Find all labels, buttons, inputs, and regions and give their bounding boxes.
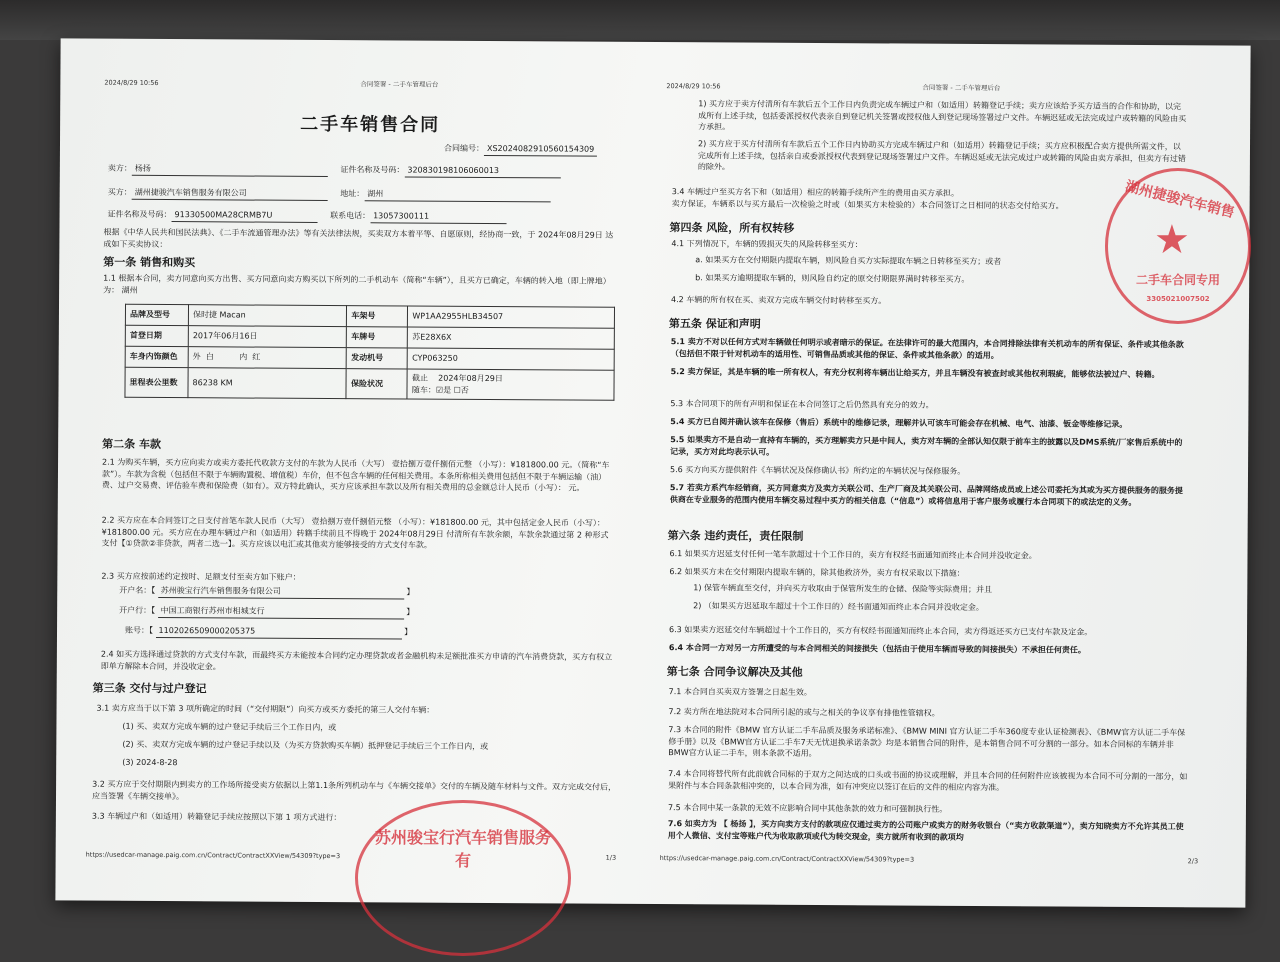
clause-3-4-guarantee: 卖方保证，车辆系以与买方最后一次检验之时或（如果买方未检验的）本合同签订之日相同的状态交付给买方。: [671, 199, 1064, 211]
seal-company-name: 湖州捷骏汽车销售: [1123, 178, 1237, 222]
contract-intro: 根据《中华人民共和国民法典》、《二手车流通管理办法》等有关法律法规，买卖双方本着平等、自愿原则，经协商一致，于 2024年08月29日 达成如下买卖协议：: [103, 227, 614, 249]
clause-6-4: 6.4 本合同一方对另一方所遭受的与本合同相关的间接损失（包括由于使用车辆而导致的间接损失）不承担任何责任。: [668, 643, 1086, 655]
print-url-left: https://usedcar-manage.paig.com.cn/Contract/ContractXXView/54309?type=3: [85, 850, 341, 861]
clause-2-2: 2.2 买方应在本合同签订之日支付首笔车款人民币（大写） 壹拾捌万壹仟捌佰元整 （小写）：¥181800.00 元，其中包括定金人民币（小写）：¥181800.00 元。买方应在办理车辆过户和（如适用）转籍手续前且不得晚于 2024年08月29日 付清所有车款余额，车款余款通过第 2 种形式支付【①贷款②非贷款，两者二选一】。买方应该以电汇或其他卖方能够接受的方式支付车款。: [101, 515, 609, 550]
contract-title: 二手车销售合同: [300, 113, 441, 136]
insurance-expiry: 截止 2024年08月29日: [411, 373, 503, 384]
insurance-value: [407, 369, 614, 400]
clause-3-1: 3.1 卖方应当于以下第 3 项所确定的时间（“交付期限”）向买方或买方委托的第三人交付车辆：: [96, 703, 435, 715]
company-seal-bottom: [355, 800, 571, 956]
clause-3-1-option-3: (3) 2024-8-28: [122, 757, 178, 768]
company-seal-right: [1105, 168, 1251, 324]
clause-7-3: 7.3 本合同的附件《BMW 官方认证二手车品质及服务承诺标准》、《BMW MINI 官方认证二手车360度专业认证检测表》、《BMW官方认证二手车保修手册》以及《BMW官方认证二手车7天无忧退换承诺条款》均是本销售合同的附件，是本销售合同不可分割的一部分。如本合同标的车辆并非BMW官方认证二手车，则本条款不适用。: [668, 725, 1186, 759]
engine-value: CYP063250: [408, 348, 615, 370]
print-url-right: https://usedcar-manage.paig.com.cn/Contract/ContractXXView/54309?type=3: [659, 854, 915, 864]
page-1: [55, 38, 648, 904]
account-number: 1102026509000205375: [156, 625, 402, 639]
clause-7-6: 7.6 如卖方为 【 杨扬 】，买方向卖方支付的款项应仅通过卖方的公司账户或卖方的财务收银台（“卖方收款渠道”），卖方知晓卖方不允许其员工使用个人微信、支付宝等账户代为收取款项或代为转交现金，卖方就所有收到的款项均: [667, 819, 1184, 842]
vehicle-table: [124, 304, 615, 401]
section-7-title: 第七条 合同争议解决及其他: [666, 665, 803, 679]
section-3-title: 第三条 交付与过户登记: [92, 681, 207, 696]
clause-5-4: 5.4 买方已自阅并确认该车在保修（售后）系统中的维修记录，理解并认可该车可能会存在机械、电气、油漆、钣金等维修记录。: [670, 417, 1128, 429]
section-2-title: 第二条 车款: [102, 437, 162, 451]
clause-6-2: 6.2 如果买方未在交付期限内提取车辆的，除其他救济外，卖方有权采取以下措施：: [669, 567, 965, 578]
clause-6-2-2: 2) （如果买方迟延取车超过十个工作日的）经书面通知而终止本合同并没收定金。: [693, 601, 984, 613]
buyer-cert: 91330500MA28CRMB7U: [172, 209, 318, 222]
account-name-label: 开户名：: [119, 585, 152, 595]
seller-name: 杨扬: [132, 163, 328, 177]
seller-row: [108, 163, 561, 178]
print-date-right: 2024/8/29 10:56: [666, 82, 721, 91]
clause-5-5: 5.5 如果卖方不是自动一直持有车辆的，买方理解卖方只是中间人，卖方对车辆的全部认知仅限于前车主的披露以及DMS系统/厂家售后系统中的记录，买方对此均表示认可。: [670, 435, 1183, 457]
reg-date-label: 首登日期: [125, 325, 188, 346]
clause-3-3-option-1: 1) 买方应于卖方付清所有车款后五个工作日内负责完成车辆过户和（如适用）转籍登记手续；卖方应该给予买方适当的合作和协助，以完成所有上述手续，包括委派授权代表亲自到登记机关签署或授权他人到登记现场签署过户文件。车辆迟延或无法完成过户或转籍的风险由买方承担。: [698, 99, 1187, 132]
clause-6-1: 6.1 如果买方迟延支付任何一笔车款超过十个工作日的，卖方有权经书面通知而终止本合同并没收定金。: [669, 549, 1037, 561]
clause-2-1: 2.1 为购买车辆，买方应向卖方或卖方委托代收款方支付的车款为人民币（大写） 壹拾捌万壹仟捌佰元整 （小写）：¥181800.00 元。（简称“车款”）。车款为含税（包括但不限于车辆购置税、增值税）车价，但不包含车辆的任何相关费用。本条所称相关费用包括但不限于车辆运输（油）费、过户交易费、评估验车费和保险费（如有）。双方特此确认，买方应该承担车款以及所有相关费用的总金额总计人民币（小写）： 元。: [101, 457, 610, 493]
clause-4-2: 4.2 车辆的所有权在买、卖双方完成车辆交付时转移至买方。: [671, 295, 887, 306]
buyer-address: 湖州: [364, 188, 550, 202]
clause-5-6: 5.6 买方向买方提供附件《车辆状况及保修确认书》所约定的车辆状况与保修服务。: [669, 465, 966, 476]
color-value: 外 白 内 红: [188, 347, 347, 369]
buyer-phone: 13057300111: [370, 210, 506, 223]
clause-3-1-option-1: (1) 买、卖双方完成车辆的过户登记手续后三个工作日内，或: [122, 721, 337, 733]
table-surface: [0, 0, 1280, 40]
phone-label: 联系电话：: [330, 211, 371, 221]
contract-paper: [55, 38, 1250, 907]
clause-4-1-a: a. 如果买方在交付期限内提取车辆，则风险自买方实际提取车辆之日转移至买方；或者: [695, 255, 1002, 267]
clause-5-1: 5.1 卖方不对以任何方式对车辆做任何明示或者暗示的保证。在法律许可的最大范围内，本合同排除法律有关机动车的所有保证、条件或其他条款（包括但不限于针对机动车的适用性、可销售品质或其他的保证、条件或其他条款）的适用。: [670, 337, 1184, 360]
address-label: 地址：: [340, 189, 365, 199]
print-date: 2024/8/29 10:56: [104, 78, 159, 87]
seal-star-icon: ★: [1154, 217, 1190, 263]
reg-date-value: 2017年06月16日: [188, 326, 347, 348]
section-1-title: 第一条 销售和购买: [103, 255, 196, 270]
buyer-label: 买方：: [107, 187, 132, 197]
bank-row: 开户行：【 中国工商银行苏州市相城支行 】: [119, 605, 414, 619]
clause-5-2: 5.2 卖方保证，其是车辆的唯一所有权人，有充分权利将车辆出让给买方，并且车辆没有被查封或其他权利瑕疵，能够依法被过户、转籍。: [670, 367, 1160, 380]
insurance-label: 保险状况: [346, 369, 407, 400]
contract-number-row: [444, 143, 597, 157]
page-number-right: 2/3: [1187, 857, 1199, 866]
vin-label: 车架号: [347, 306, 408, 327]
clause-6-3: 6.3 如果卖方迟延交付车辆超过十个工作日的，买方有权经书面通知而终止本合同，卖方得返还买方已支付车款及定金。: [669, 625, 1093, 637]
contract-number-label: 合同编号：: [443, 143, 485, 153]
seller-id: 320830198106060013: [404, 164, 560, 178]
page-number-left: 1/3: [605, 853, 617, 862]
clause-4-1: 4.1 下列情况下，车辆的毁损灭失的风险转移至买方：: [671, 239, 863, 250]
bank-label: 开户行：: [119, 605, 152, 615]
plate-value: 苏E28X6X: [408, 327, 615, 349]
seal-purpose: 二手车合同专用: [1135, 273, 1220, 287]
plate-label: 车牌号: [347, 327, 408, 348]
clause-3-1-option-2: (2) 买、卖双方完成车辆的过户登记手续以及（为买方贷款购买车辆）抵押登记手续后三个工作日内，或: [122, 739, 489, 751]
section-5-title: 第五条 保证和声明: [668, 317, 761, 331]
vin-value: WP1AA2955HLB34507: [408, 306, 615, 328]
mileage-value: 86238 KM: [188, 368, 347, 399]
clause-5-7: 5.7 若卖方系汽车经销商，买方同意卖方及卖方关联公司、生产厂商及其关联公司、品牌网络成员或上述公司委托为其或为买方提供服务的服务提供商在专业服务的范围内使用车辆交易过程中买方的相关信息（“信息”）或将信息用于客户服务或履行本合同项下的或法定的义务。: [669, 483, 1183, 507]
contract-number: XS20240829105601543​09: [484, 143, 597, 156]
clause-7-1: 7.1 本合同自买卖双方签署之日起生效。: [668, 687, 812, 697]
brand-label: 品牌及型号: [125, 304, 188, 325]
clause-3-3: 3.3 车辆过户和（如适用）转籍登记手续应按照以下第 1 项方式进行：: [91, 811, 342, 823]
account-name: 苏州骏宝行汽车销售服务有限公司: [158, 585, 404, 599]
bank-name: 中国工商银行苏州市相城支行: [158, 605, 404, 619]
seal-number: 3305021007502: [1146, 295, 1210, 303]
buyer-name: 湖州捷骏汽车销售服务有限公司: [132, 187, 328, 201]
print-site-right: 合同签署 - 二手车管理后台: [922, 83, 1001, 93]
brand-value: 保时捷 Macan: [188, 305, 347, 327]
clause-3-2: 3.2 买方应于交付期限内到卖方的工作场所接受卖方依据以上第1.1条所列机动车与《车辆交接单》交付的车辆及随车材料与文件。双方完成交付后，应当签署《车辆交接单》。: [91, 779, 617, 801]
clause-1-1: 1.1 根据本合同，卖方同意向买方出售、买方同意向卖方购买以下所列的二手机动车（简称“车辆”），且买方已确定，车辆的转入地（即上牌地）为： 湖州: [103, 273, 611, 295]
seller-label: 卖方：: [107, 163, 132, 173]
engine-label: 发动机号: [347, 348, 408, 369]
account-number-label: 账号：: [125, 625, 150, 635]
clause-7-5: 7.5 本合同中某一条款的无效不应影响合同中其他条款的效力和可强制执行性。: [667, 803, 948, 814]
clause-7-4: 7.4 本合同将替代所有此前就合同标的于双方之间达成的口头或书面的协议或理解，并且本合同的任何附件应该被视为本合同不可分割的一部分，如果附件与本合同条款相冲突的，以本合同为准，如有冲突应以签订在后的文件的相应内容为准。: [668, 769, 1188, 792]
insurance-with-car: 随车：☑是 ☐否: [411, 385, 469, 395]
seller-id-label: 证件名称及号码：: [340, 165, 405, 175]
mileage-label: 里程表公里数: [125, 367, 188, 398]
buyer-row: [108, 187, 551, 202]
section-4-title: 第四条 风险，所有权转移: [669, 221, 795, 235]
buyer-cert-row: [108, 209, 507, 224]
clause-3-4: 3.4 车辆过户至买方名下和（如适用）相应的转籍手续所产生的费用由买方承担。: [671, 187, 960, 198]
clause-3-3-option-2: 2) 买方应于买方付清所有车款后五个工作日内协助买方完成车辆过户和（如适用）转籍登记手续；买方应积极配合卖方提供所需文件，以完成所有上述手续，包括亲自或委派授权代表到登记现场签署过户文件。车辆迟延或无法完成过户或转籍的风险由卖方承担，但卖方有过错的除外。: [697, 139, 1186, 172]
clause-7-2: 7.2 卖方所在地法院对本合同所引起的或与之相关的争议享有排他性管辖权。: [668, 707, 940, 718]
section-6-title: 第六条 违约责任，责任限制: [667, 529, 804, 543]
clause-2-4: 2.4 如买方选择通过贷款的方式支付车款，而最终买方未能按本合同约定办理贷款或者金融机构未足额批准买方申请的汽车消费贷款，买方有权立即单方解除本合同，并没收定金。: [100, 649, 613, 671]
cert-label: 证件名称及号码：: [107, 209, 172, 220]
color-label: 车身内饰颜色: [125, 346, 188, 367]
clause-4-1-b: b. 如果买方逾期提取车辆的，则风险自约定的原交付期限界满时转移至买方。: [695, 273, 970, 284]
seal-bottom-company-name: 苏州骏宝行汽车销售服务有: [374, 828, 551, 870]
clause-6-2-1: 1) 保管车辆直至交付，并向买方收取由于保管所发生的仓储、保险等实际费用；并且: [693, 583, 993, 595]
print-site: 合同签署 - 二手车管理后台: [360, 80, 439, 89]
clause-2-3: 2.3 买方应按前述约定按时、足额支付至卖方如下账户：: [101, 571, 301, 582]
clause-5-3: 5.3 本合同项下的所有声明和保证在本合同签订之后仍然具有充分的效力。: [670, 399, 934, 410]
account-number-row: 账号：【 1102026509000205375 】: [125, 625, 412, 639]
account-name-row: 开户名：【 苏州骏宝行汽车销售服务有限公司 】: [119, 585, 414, 599]
